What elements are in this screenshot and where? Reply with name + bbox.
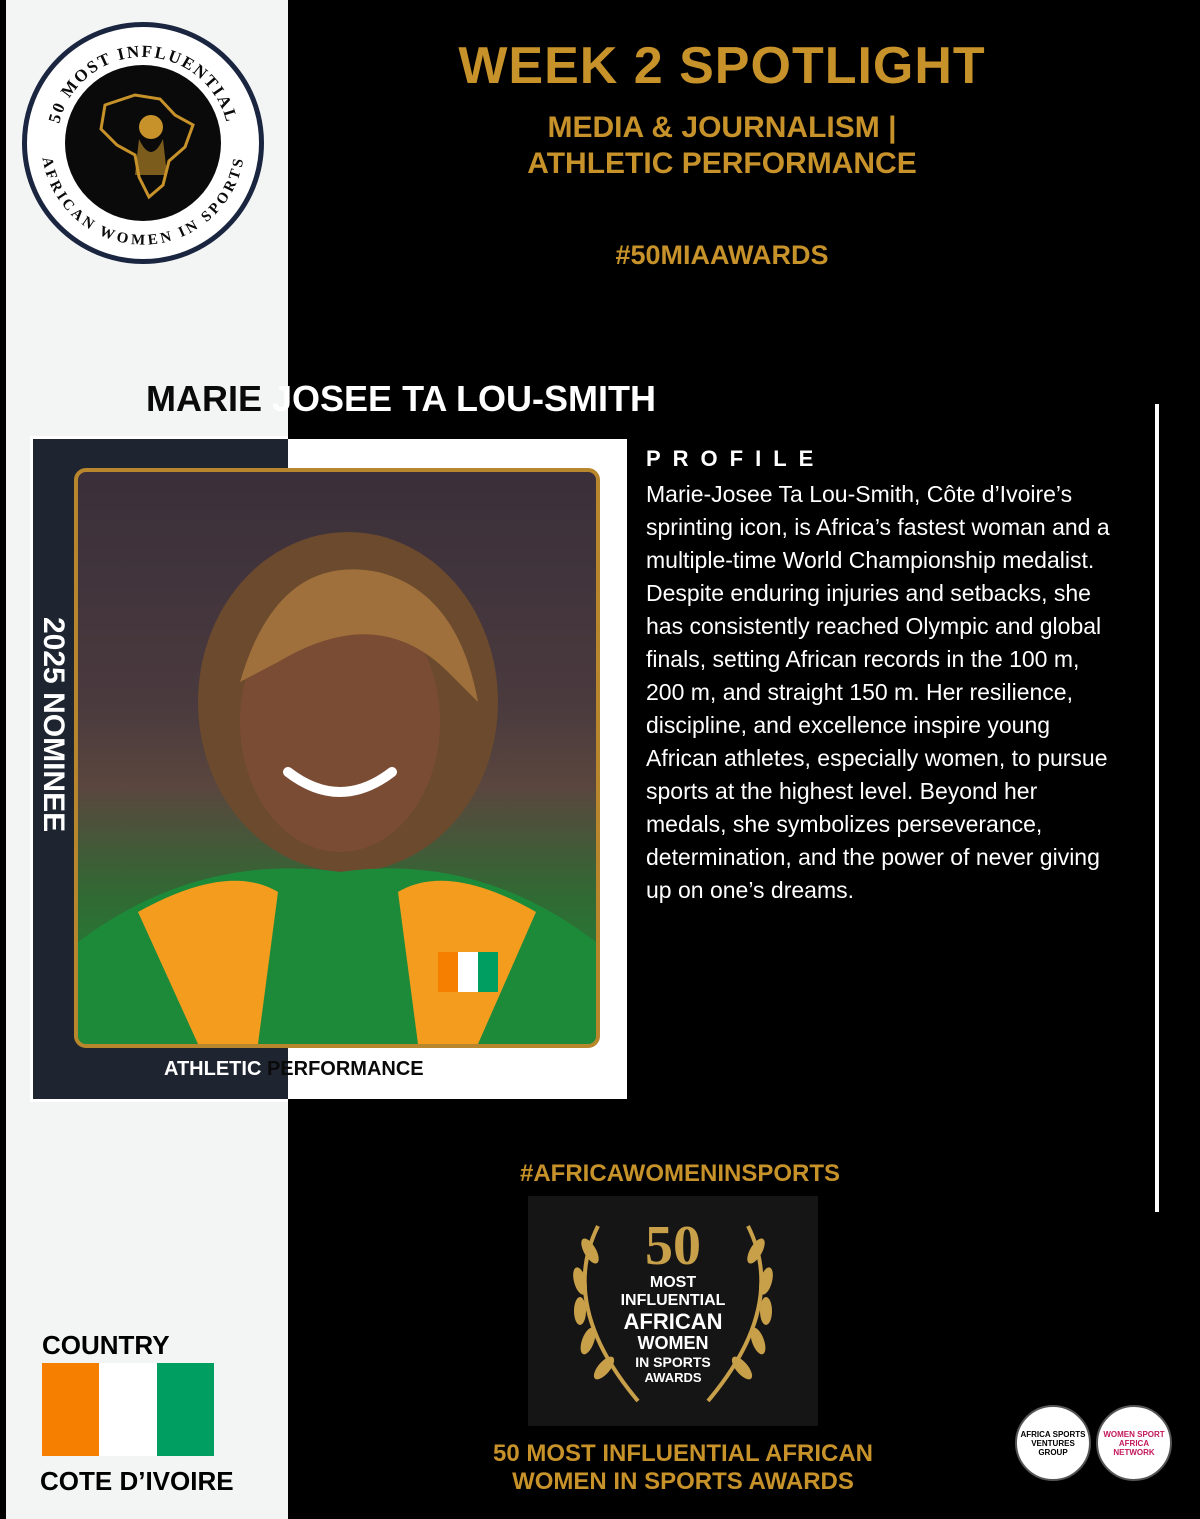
award-line-3: AFRICAN — [623, 1309, 723, 1334]
category-word-1: ATHLETIC — [164, 1058, 262, 1080]
partner-right-text: WOMEN SPORT AFRICA NETWORK — [1103, 1429, 1165, 1457]
award-logo — [22, 22, 264, 264]
award-badge — [528, 1196, 818, 1426]
africa-hashtag: #AFRICAWOMENINSPORTS — [519, 1160, 840, 1187]
country-name: COTE D’IVOIRE — [40, 1466, 234, 1496]
nominee-name-rest: JOSEE TA LOU-SMITH — [262, 378, 657, 419]
category-subtitle — [290, 110, 1154, 182]
nominee-name — [146, 378, 656, 420]
partner-logo-left — [1015, 1405, 1091, 1481]
award-line-6: AWARDS — [644, 1370, 702, 1385]
awards-hashtag: #50MIAAWARDS — [615, 240, 829, 270]
africa-map-icon — [65, 65, 221, 221]
category-word-2: PERFORMANCE — [261, 1058, 424, 1080]
flag-stripe-green — [157, 1363, 214, 1456]
country-label: COUNTRY — [42, 1330, 170, 1360]
flag-stripe-white — [99, 1363, 156, 1456]
country-flag — [42, 1363, 214, 1456]
page-title: WEEK 2 SPOTLIGHT — [458, 37, 986, 95]
footer-line-2: WOMEN IN SPORTS AWARDS — [512, 1468, 854, 1495]
award-line-4: WOMEN — [637, 1333, 709, 1353]
subtitle-line-2: ATHLETIC PERFORMANCE — [527, 147, 917, 180]
partner-left-text: AFRICA SPORTS VENTURES GROUP — [1020, 1429, 1086, 1457]
nominee-photo — [74, 468, 600, 1048]
award-line-5: IN SPORTS — [635, 1354, 711, 1370]
athlete-portrait-icon — [78, 472, 596, 1044]
subtitle-line-1: MEDIA & JOURNALISM | — [547, 111, 897, 144]
logo-bottom-text: AFRICAN WOMEN IN SPORTS — [38, 155, 248, 249]
footer-line-1: 50 MOST INFLUENTIAL AFRICAN — [492, 1440, 873, 1467]
nominee-name-first: MARIE — [146, 378, 262, 419]
divider-line — [1155, 404, 1159, 1212]
award-number: 50 — [645, 1215, 701, 1277]
profile-heading: PROFILE — [646, 446, 826, 471]
award-line-2: INFLUENTIAL — [620, 1292, 726, 1309]
nominee-category — [164, 1058, 424, 1081]
logo-top-text: 50 MOST INFLUENTIAL — [44, 41, 242, 126]
profile-text: Marie-Josee Ta Lou-Smith, Côte d’Ivoire’s sprinting icon, is Africa’s fastest woman and a multiple-time World Championship medalist. Despite enduring injuries and setbacks, she has consistently reached Olympic and global finals, setting African records in the 100 m, 200 m, and straight 150 m. Her resilience, discipline, and excellence inspire young African athletes, especially women, to pursue sports at the highest level. Beyond her medals, she symbolizes perseverance, determination, and the power of never giving up on one’s dreams. — [646, 481, 1110, 903]
flag-stripe-orange — [42, 1363, 99, 1456]
award-line-1: MOST — [649, 1274, 697, 1291]
footer-title — [440, 1440, 926, 1496]
partner-logo-right — [1096, 1405, 1172, 1481]
nominee-badge: 2025 NOMINEE — [37, 617, 70, 833]
